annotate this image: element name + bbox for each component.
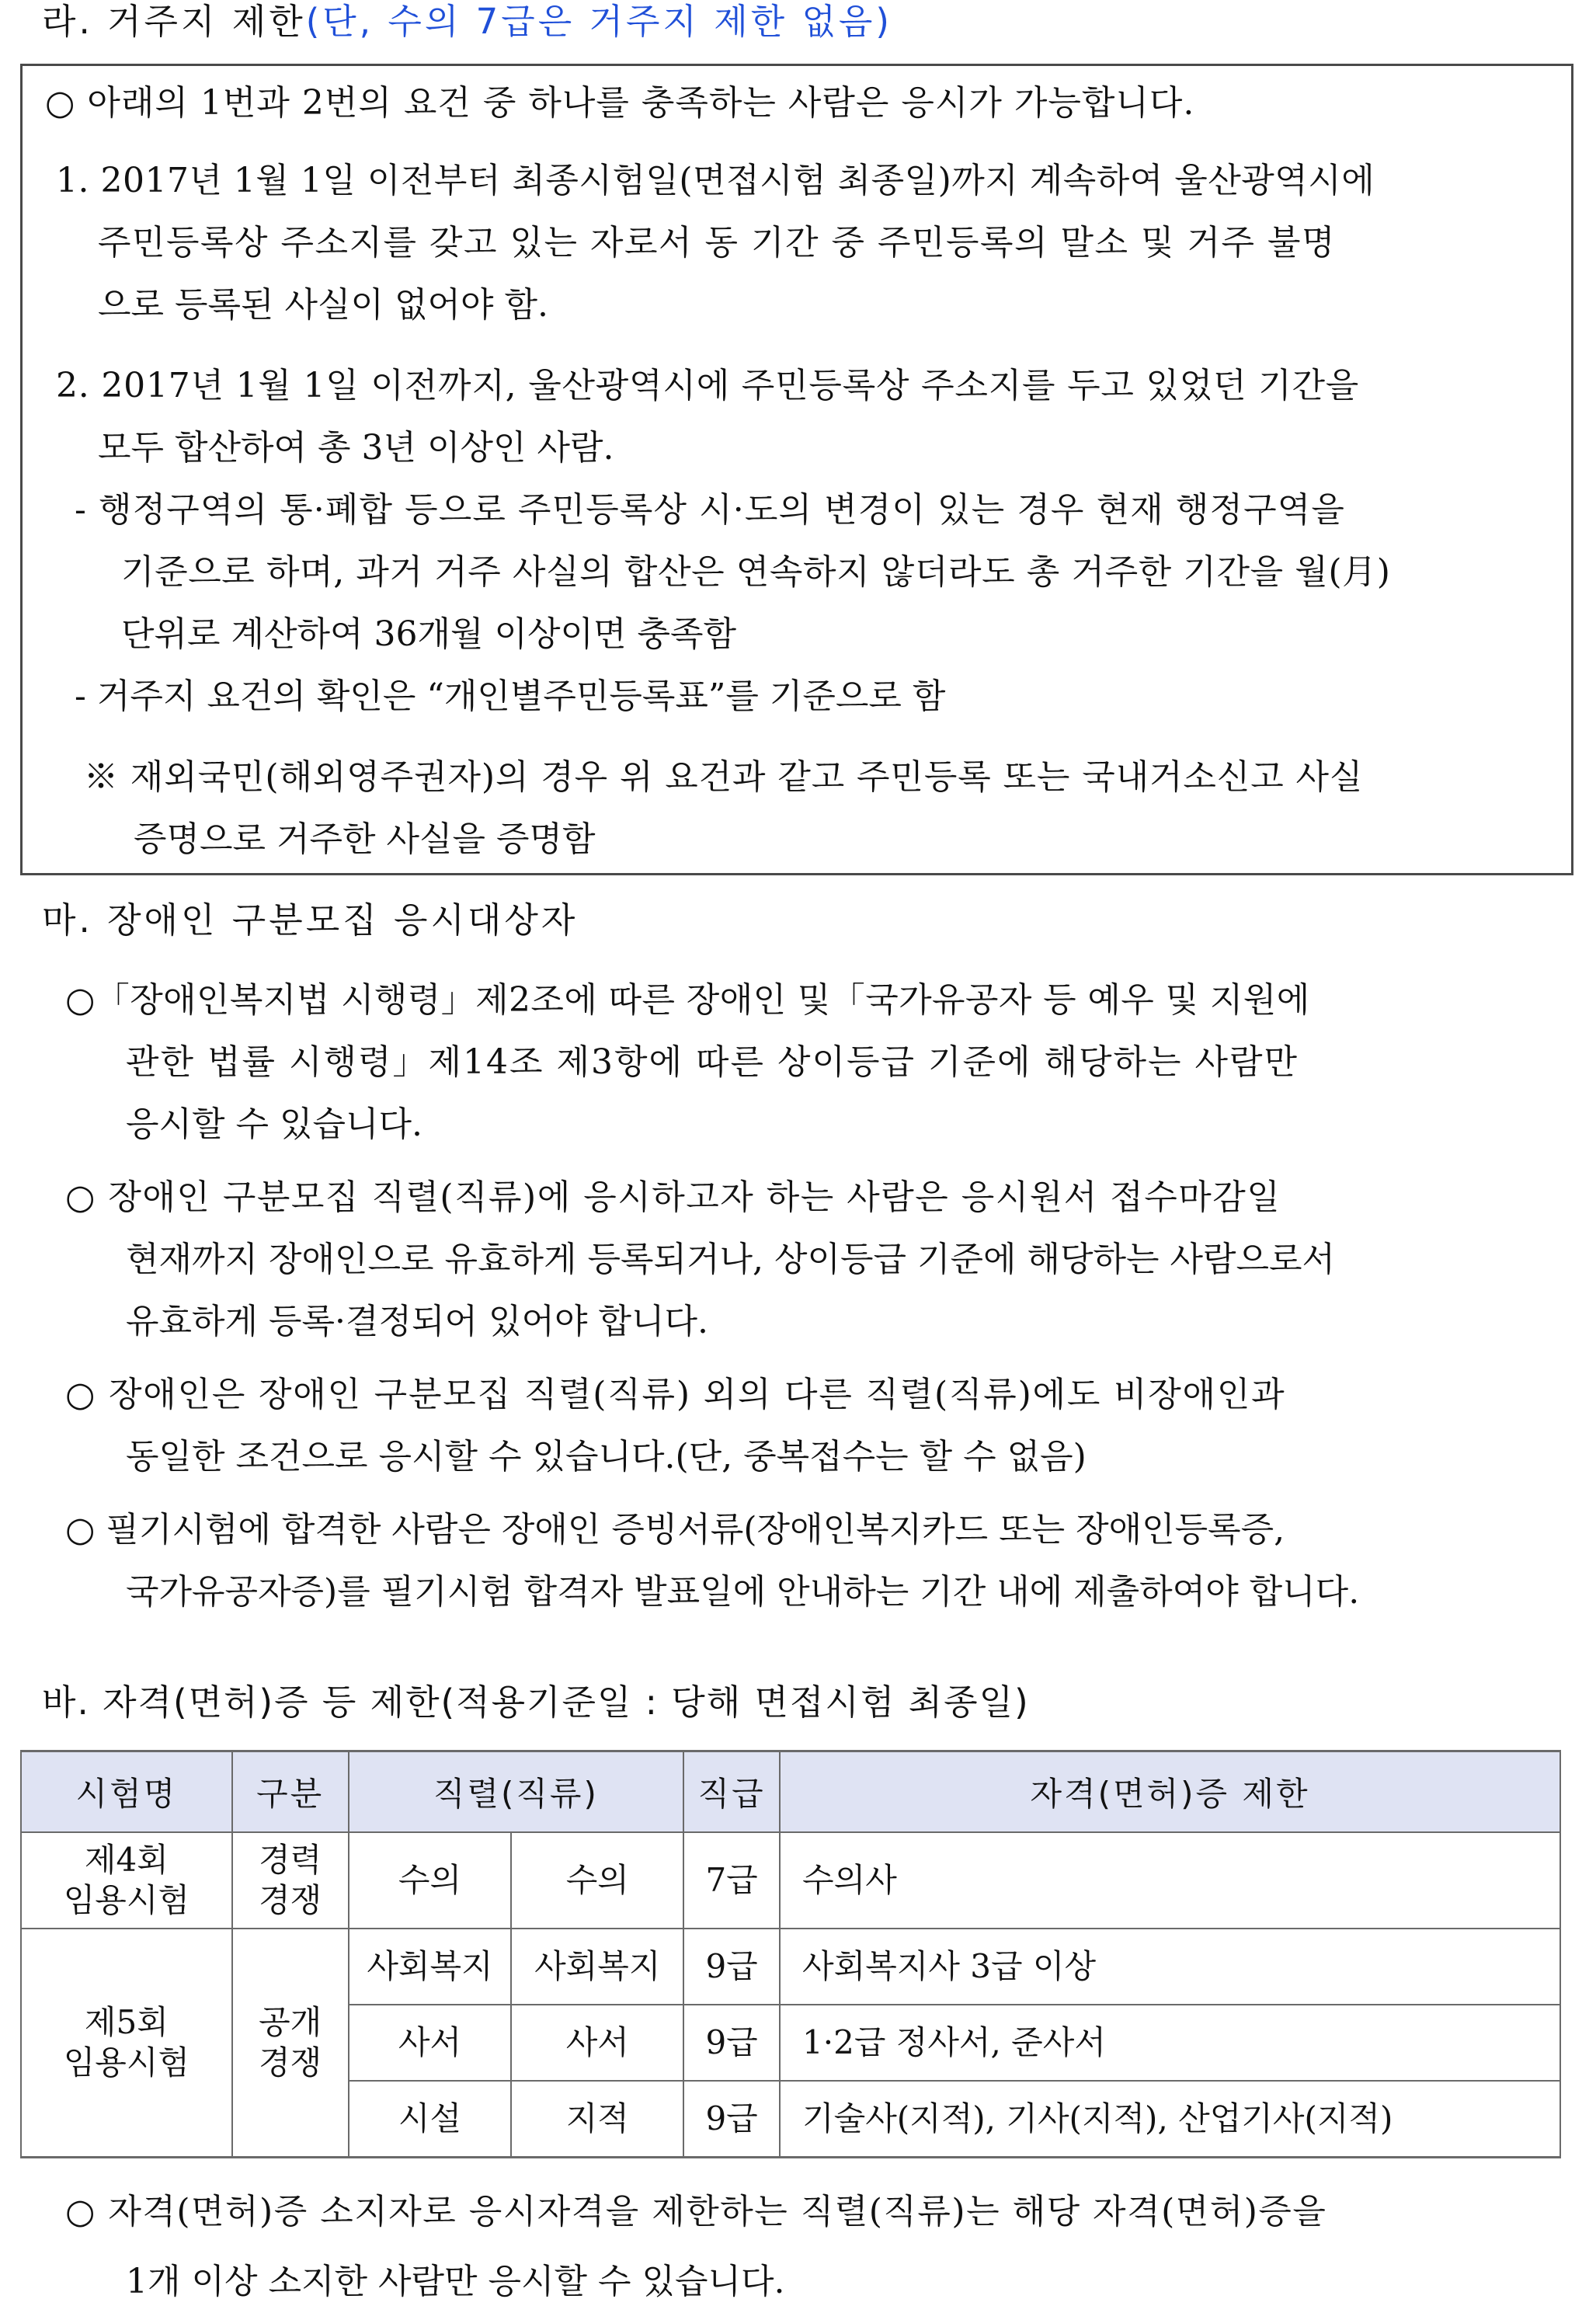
grade-cell: 9급 (683, 2005, 780, 2081)
license-cell: 사회복지사 3급 이상 (780, 1929, 1560, 2005)
residence-footnote: ※ 재외국민(해외영주권자)의 경우 위 요건과 같고 주민등록 또는 국내거소신고 사실 (84, 757, 1364, 797)
exam-cell (21, 1832, 232, 1929)
exam-name-line: 임용시험 (63, 1881, 190, 1919)
exam-name-line: 제4회 (84, 1841, 169, 1879)
header-grade: 직급 (683, 1751, 780, 1833)
series-cell: 시설 (349, 2081, 512, 2158)
disability-item-2: ○ 장애인 구분모집 직렬(직류)에 응시하고자 하는 사람은 응시원서 접수마감일 (65, 1177, 1281, 1217)
table-row (21, 1832, 1560, 1929)
type-line: 경력 (259, 1841, 322, 1879)
type-line: 경쟁 (259, 2043, 322, 2082)
branch-cell: 사서 (511, 2005, 683, 2081)
residence-item-1: 1. 2017년 1월 1일 이전부터 최종시험일(면접시험 최종일)까지 계속하여 울산광역시에 (56, 161, 1375, 200)
section-ra-heading-note: (단, 수의 7급은 거주지 제한 없음) (305, 1, 892, 42)
residence-intro: ○ 아래의 1번과 2번의 요건 중 하나를 충족하는 사람은 응시가 가능합니다. (45, 83, 1195, 123)
section-ma-heading: 마. 장애인 구분모집 응시대상자 (42, 899, 579, 941)
series-cell: 사회복지 (349, 1929, 512, 2005)
residence-item-2-cont: 모두 합산하여 총 3년 이상인 사람. (98, 428, 614, 468)
exam-name-line: 임용시험 (63, 2043, 190, 2082)
header-type: 구분 (232, 1751, 349, 1833)
exam-name-line: 제5회 (84, 2003, 169, 2041)
residence-item-2: 2. 2017년 1월 1일 이전까지, 울산광역시에 주민등록상 주소지를 두고 있었던 기간을 (56, 366, 1360, 405)
disability-item-1: ○「장애인복지법 시행령」제2조에 따른 장애인 및「국가유공자 등 예우 및 지원에 (65, 980, 1310, 1020)
branch-cell: 사회복지 (511, 1929, 683, 2005)
disability-item-3: ○ 장애인은 장애인 구분모집 직렬(직류) 외의 다른 직렬(직류)에도 비장애인과 (65, 1375, 1286, 1414)
residence-footnote-cont: 증명으로 거주한 사실을 증명함 (134, 819, 596, 859)
type-line: 경쟁 (259, 1881, 322, 1919)
disability-item-4: ○ 필기시험에 합격한 사람은 장애인 증빙서류(장애인복지카드 또는 장애인등록증, (65, 1510, 1285, 1550)
type-line: 공개 (259, 2003, 322, 2041)
header-exam: 시험명 (21, 1751, 232, 1833)
disability-item-2-cont: 현재까지 장애인으로 유효하게 등록되거나, 상이등급 기준에 해당하는 사람으로서 (126, 1240, 1336, 1279)
residence-item-1-cont: 주민등록상 주소지를 갖고 있는 자로서 동 기간 중 주민등록의 말소 및 거주 불명 (98, 223, 1336, 263)
grade-cell: 9급 (683, 2081, 780, 2158)
license-cell: 기술사(지적), 기사(지적), 산업기사(지적) (780, 2081, 1560, 2158)
header-series: 직렬(직류) (349, 1751, 684, 1833)
license-cell: 수의사 (780, 1832, 1560, 1929)
grade-cell: 7급 (683, 1832, 780, 1929)
residence-subitem: - 거주지 요건의 확인은 “개인별주민등록표”를 기준으로 함 (75, 677, 946, 716)
residence-subitem: - 행정구역의 통·폐합 등으로 주민등록상 시·도의 변경이 있는 경우 현재 행정구역을 (75, 490, 1345, 530)
disability-item-1-cont: 응시할 수 있습니다. (126, 1104, 422, 1144)
license-restriction-table (20, 1750, 1561, 2158)
grade-cell: 9급 (683, 1929, 780, 2005)
license-note-cont: 1개 이상 소지한 사람만 응시할 수 있습니다. (126, 2262, 785, 2301)
section-ra-title: 라. 거주지 제한 (42, 1, 306, 42)
residence-subitem-cont: 단위로 계산하여 36개월 이상이면 충족함 (121, 614, 736, 654)
residence-item-1-cont: 으로 등록된 사실이 없어야 함. (98, 285, 548, 325)
type-cell (232, 1929, 349, 2158)
disability-item-3-cont: 동일한 조건으로 응시할 수 있습니다.(단, 중복접수는 할 수 없음) (126, 1437, 1087, 1476)
disability-item-1-cont: 관한 법률 시행령」제14조 제3항에 따른 상이등급 기준에 해당하는 사람만 (126, 1042, 1299, 1082)
branch-cell: 수의 (511, 1832, 683, 1929)
residence-subitem-cont: 기준으로 하며, 과거 거주 사실의 합산은 연속하지 않더라도 총 거주한 기간을 월(月) (121, 552, 1391, 592)
type-cell (232, 1832, 349, 1929)
section-ra-heading (42, 0, 892, 45)
series-cell: 수의 (349, 1832, 512, 1929)
disability-item-2-cont: 유효하게 등록·결정되어 있어야 합니다. (126, 1302, 708, 1341)
branch-cell: 지적 (511, 2081, 683, 2158)
section-ba-heading: 바. 자격(면허)증 등 제한(적용기준일 : 당해 면접시험 최종일) (42, 1682, 1030, 1723)
header-license: 자격(면허)증 제한 (780, 1751, 1560, 1833)
table-header-row (21, 1751, 1560, 1833)
exam-cell (21, 1929, 232, 2158)
series-cell: 사서 (349, 2005, 512, 2081)
disability-item-4-cont: 국가유공자증)를 필기시험 합격자 발표일에 안내하는 기간 내에 제출하여야 합니다. (126, 1572, 1360, 1612)
license-note: ○ 자격(면허)증 소지자로 응시자격을 제한하는 직렬(직류)는 해당 자격(면허)증을 (65, 2192, 1327, 2231)
table-row (21, 1929, 1560, 2005)
license-cell: 1·2급 정사서, 준사서 (780, 2005, 1560, 2081)
